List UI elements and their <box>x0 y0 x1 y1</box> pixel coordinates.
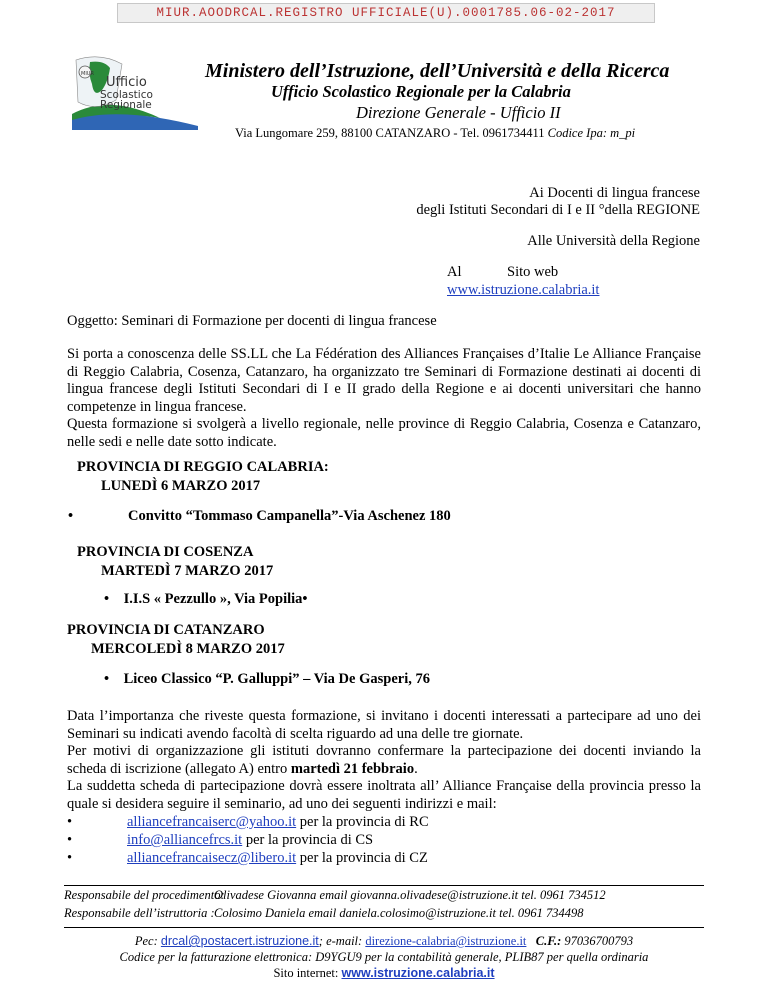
venue-rc: • Convitto “Tommaso Campanella”-Via Aschenez 180 <box>68 508 451 524</box>
usr-logo <box>70 54 200 130</box>
ministry-title: Ministero dell’Istruzione, dell’Università e della Ricerca <box>205 60 670 82</box>
email-link-rc[interactable]: alliancefrancaiserc@yahoo.it <box>127 814 297 830</box>
intro-paragraph: Si porta a conoscenza delle SS.LL che La Fédération des Alliances Françaises d’Italie Le Alliance Française di Reggio Calabria, Cosenza, Catanzaro, ha organizzato tre Seminari di Formazione destinati ai docenti di lingua francese degli Istituti Secondari di I e II grado della Regione e ai docenti universitari che hanno competenze in lingua francese. Questa formazione si svolgerà a livello regionale, nelle province di Reggio Calabria, Cosenza e Catanzaro, nelle sedi e nelle date sotto indicate. <box>67 346 701 450</box>
office-title: Ufficio Scolastico Regionale per la Calabria <box>271 82 571 101</box>
email-link[interactable]: direzione-calabria@istruzione.it <box>365 934 527 948</box>
recipient-line-3: Alle Università della Regione <box>527 233 700 249</box>
bullet-icon: • <box>104 591 110 607</box>
email-link-cs[interactable]: info@alliancefrcs.it <box>127 832 243 848</box>
bullet-icon: • <box>67 832 73 848</box>
logo-line3: Regionale <box>100 99 152 111</box>
office-address: Via Lungomare 259, 88100 CATANZARO - Tel. 0961734411 Codice Ipa: m_pi <box>235 126 636 140</box>
province-cs-heading: PROVINCIA DI COSENZA MARTEDÌ 7 MARZO 2017 <box>77 544 274 579</box>
logo-line2: Scolastico <box>100 89 153 101</box>
responsibles-box: Responsabile del procedimento:Olivadese Giovanna email giovanna.olivadese@istruzione.it tel. 0961 734512 Responsabile dell’istruttoria :Colosimo Daniela email daniela.colosimo@istruzione.it tel. 0961 734498 <box>64 885 704 928</box>
recipient-line-2: degli Istituti Secondari di I e II °della REGIONE <box>416 202 700 218</box>
pec-link[interactable]: drcal@postacert.istruzione.it <box>160 934 319 948</box>
protocol-stamp: MIUR.AOODRCAL.REGISTRO UFFICIALE(U).0001785.06-02-2017 <box>117 3 655 23</box>
bullet-icon: • <box>67 850 73 866</box>
recipient-line-1: Ai Docenti di lingua francese <box>529 185 700 201</box>
venue-cz: • Liceo Classico “P. Galluppi” – Via De Gasperi, 76 <box>104 671 430 687</box>
venue-cs: • I.I.S « Pezzullo », Via Popilia• <box>104 591 308 607</box>
recipient-line-4: Al Sito web www.istruzione.calabria.it <box>447 264 600 298</box>
website-link[interactable]: www.istruzione.calabria.it <box>447 282 600 298</box>
province-cz-heading: PROVINCIA DI CATANZARO MERCOLEDÌ 8 MARZO 2017 <box>67 622 285 657</box>
logo-small-text: MIUR <box>81 71 94 77</box>
email-link-cz[interactable]: alliancefrancaisecz@libero.it <box>127 850 297 866</box>
subject-line: Oggetto: Seminari di Formazione per docenti di lingua francese <box>67 313 437 329</box>
logo-line1: Ufficio <box>106 75 147 90</box>
recipient-label: Al <box>447 264 462 280</box>
bullet-icon: • <box>104 671 110 687</box>
direction-title: Direzione Generale - Ufficio II <box>356 103 561 122</box>
instructions-paragraph: Data l’importanza che riveste questa formazione, si invitano i docenti interessati a partecipare ad uno dei Seminari su indicati avendo facoltà di scelta riguardo ad una delle tre giornate. Per motivi di organizzazione gli istituti dovranno confermare la partecipazione dei docenti inviando la scheda di iscrizione (allegato A) entro martedì 21 febbraio. La suddetta scheda di partecipazione dovrà essere inoltrata all’ Alliance Française della provincia presso la quale si desidera seguire il seminario, ad uno dei seguenti indirizzi e mail: <box>67 708 701 812</box>
province-rc-heading: PROVINCIA DI REGGIO CALABRIA: LUNEDÌ 6 MARZO 2017 <box>77 459 329 494</box>
bullet-icon: • <box>68 508 74 524</box>
contact-footer: Pec: drcal@postacert.istruzione.it; e-mail: direzione-calabria@istruzione.it C.F.: 97036700793 Codice per la fatturazione elettronica: D9YGU9 per la contabilità generale, PLIB87 per quella ordinaria Sito internet: www.istruzione.calabria.it <box>119 934 649 980</box>
bullet-icon: • <box>67 814 73 830</box>
site-link[interactable]: www.istruzione.calabria.it <box>341 966 495 980</box>
